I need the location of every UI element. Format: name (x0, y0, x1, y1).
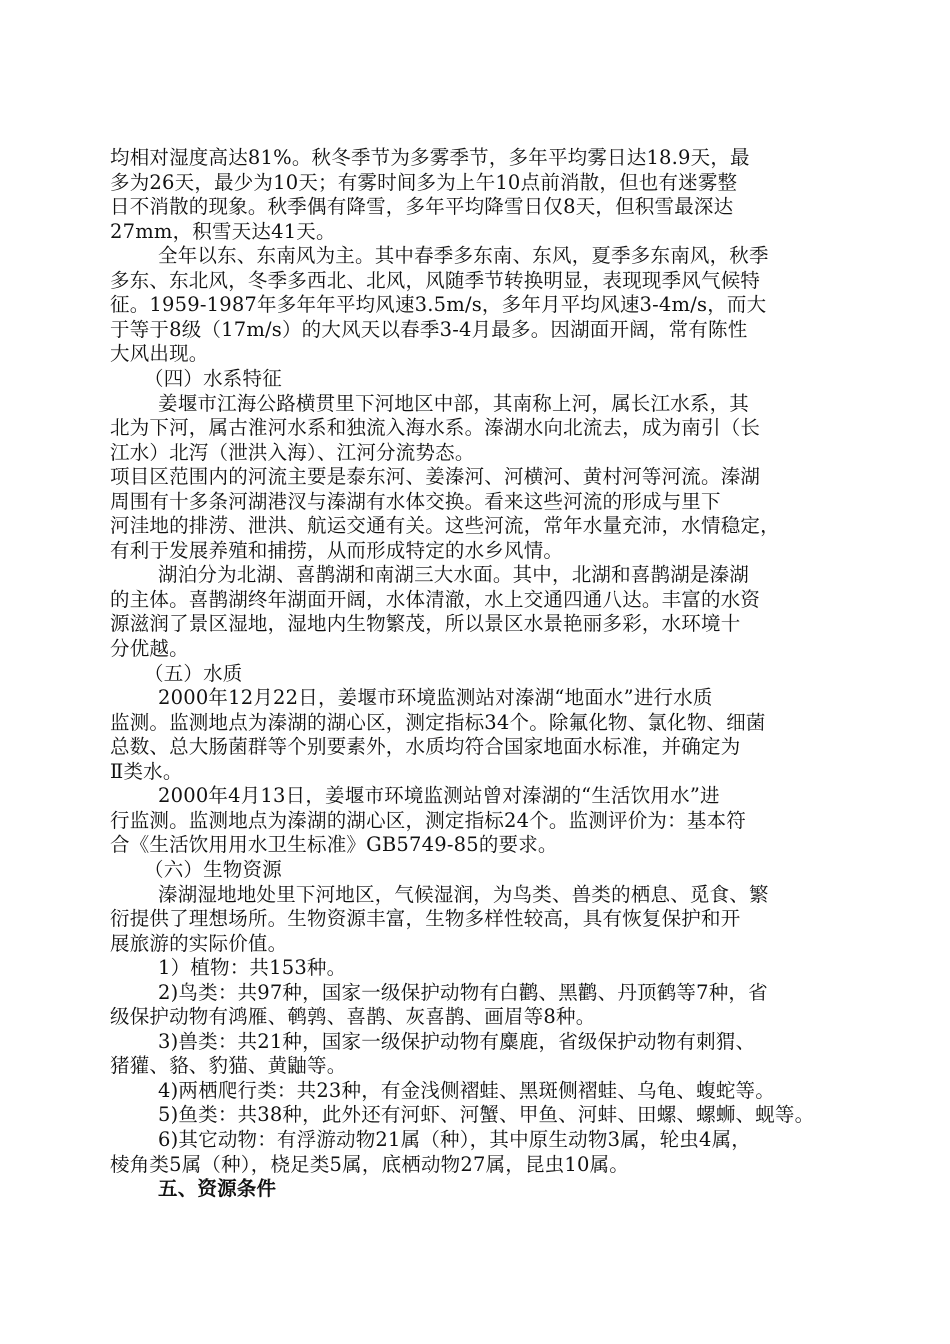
text-line: 姜堰市江海公路横贯里下河地区中部，其南称上河，属长江水系，其 (158, 391, 750, 415)
subsection-heading: （五）水质 (144, 661, 243, 685)
text-line: 源滋润了景区湿地，湿地内生物繁茂，所以景区水景艳丽多彩，水环境十 (110, 612, 741, 636)
text-line: 大风出现。 (110, 342, 209, 366)
text-line: 3)兽类：共21种，国家一级保护动物有麋鹿，省级保护动物有刺猬、 (158, 1029, 756, 1053)
text-line: 征。1959-1987年多年年平均风速3.5m/s，多年月平均风速3-4m/s，而大 (110, 293, 767, 317)
text-line: 均相对湿度高达81%。秋冬季节为多雾季节，多年平均雾日达18.9天，最 (110, 146, 750, 169)
text-line: 1）植物：共153种。 (158, 956, 347, 980)
text-line: 的主体。喜鹊湖终年湖面开阔，水体清澈，水上交通四通八达。丰富的水资 (110, 587, 761, 611)
text-line: 有利于发展养殖和捕捞，从而形成特定的水乡风情。 (110, 538, 564, 562)
text-line: 多为26天，最少为10天；有雾时间多为上午10点前消散，但也有迷雾整 (110, 170, 738, 194)
text-line: 日不消散的现象。秋季偶有降雪，多年平均降雪日仅8天，但积雪最深达 (110, 195, 734, 219)
text-line: 北为下河，属古淮河水系和独流入海水系。溱湖水向北流去，成为南引（长 (110, 416, 761, 440)
text-line: 衍提供了理想场所。生物资源丰富，生物多样性较高，具有恢复保护和开 (110, 907, 741, 931)
text-line: 江水）北泻（泄洪入海）、江河分流势态。 (110, 440, 475, 464)
text-line: 全年以东、东南风为主。其中春季多东南、东风，夏季多东南风，秋季 (158, 244, 769, 268)
text-line: 5)鱼类：共38种，此外还有河虾、河蟹、甲鱼、河蚌、田螺、螺蛳、蚬等。 (158, 1103, 815, 1127)
text-line: 总数、总大肠菌群等个别要素外，水质均符合国家地面水标准，并确定为 (110, 735, 741, 759)
text-line: 周围有十多条河湖港汊与溱湖有水体交换。看来这些河流的形成与里下 (110, 489, 721, 513)
text-line: 项目区范围内的河流主要是泰东河、姜溱河、河横河、黄村河等河流。溱湖 (110, 465, 761, 489)
text-line: 行监测。监测地点为溱湖的湖心区，测定指标24个。监测评价为：基本符 (110, 808, 746, 832)
text-line: 展旅游的实际价值。 (110, 931, 288, 955)
text-line: 4)两栖爬行类：共23种，有金浅侧褶蛙、黑斑侧褶蛙、乌龟、蝮蛇等。 (158, 1078, 775, 1102)
text-line: 溱湖湿地地处里下河地区，气候湿润，为鸟类、兽类的栖息、觅食、繁 (158, 882, 769, 906)
subsection-heading: （四）水系特征 (144, 366, 282, 390)
text-line: Ⅱ类水。 (110, 759, 183, 783)
text-line: 分优越。 (110, 637, 189, 660)
text-line: 6)其它动物：有浮游动物21属（种），其中原生动物3属，轮虫4属， (158, 1128, 751, 1151)
text-line: 监测。监测地点为溱湖的湖心区，测定指标34个。除氟化物、氯化物、细菌 (110, 710, 766, 734)
subsection-heading: （六）生物资源 (144, 857, 282, 881)
text-line: 2)鸟类：共97种，国家一级保护动物有白鹳、黑鹳、丹顶鹤等7种，省 (158, 980, 768, 1004)
text-line: 河洼地的排涝、泄洪、航运交通有关。这些河流，常年水量充沛，水情稳定， (110, 514, 780, 538)
text-line: 多东、东北风，冬季多西北、北风，风随季节转换明显，表现现季风气候特 (110, 268, 761, 292)
text-line: 猪獾、貉、豹猫、黄鼬等。 (110, 1054, 347, 1078)
text-line: 合《生活饮用用水卫生标准》GB5749-85的要求。 (110, 833, 558, 857)
text-line: 2000年4月13日，姜堰市环境监测站曾对溱湖的“生活饮用水”进 (158, 784, 720, 808)
section-heading: 五、资源条件 (158, 1177, 277, 1201)
text-line: 2000年12月22日，姜堰市环境监测站对溱湖“地面水”进行水质 (158, 686, 713, 710)
text-line: 于等于8级（17m/s）的大风天以春季3-4月最多。因湖面开阔，常有陈性 (110, 317, 748, 341)
text-line: 级保护动物有鸿雁、鹌鹑、喜鹊、灰喜鹊、画眉等8种。 (110, 1005, 596, 1029)
text-line: 湖泊分为北湖、喜鹊湖和南湖三大水面。其中，北湖和喜鹊湖是溱湖 (158, 563, 750, 587)
text-line: 27mm，积雪天达41天。 (110, 219, 336, 243)
text-line: 棱角类5属（种），桡足类5属，底栖动物27属，昆虫10属。 (110, 1152, 629, 1176)
